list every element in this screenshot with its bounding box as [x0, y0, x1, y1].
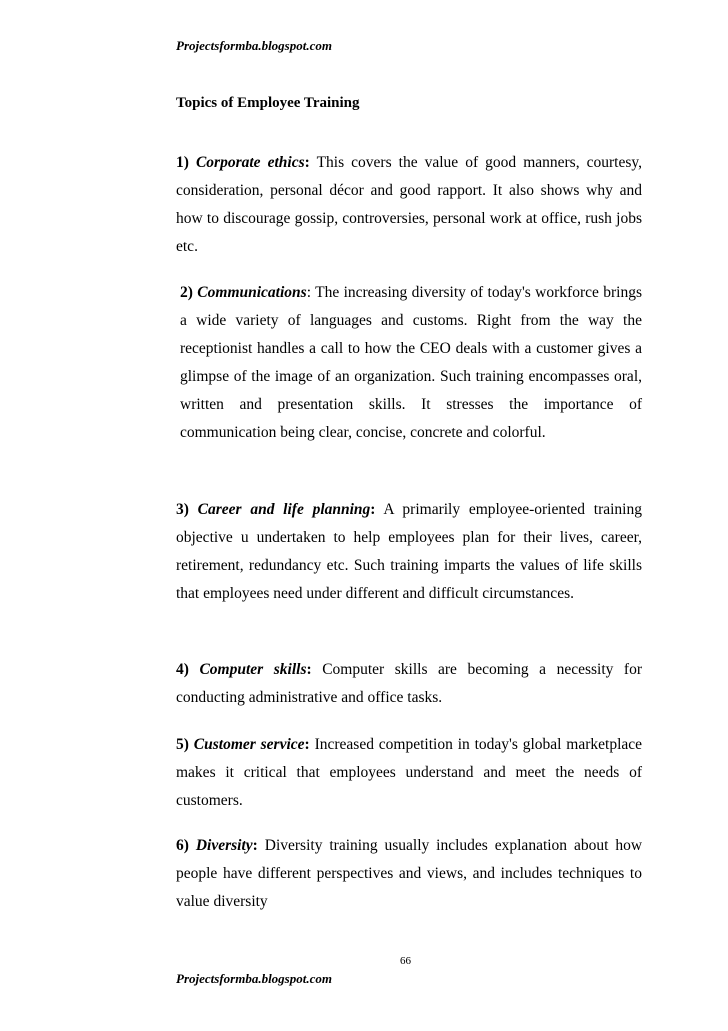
topic-number: 5): [176, 736, 189, 753]
topic-number: 3): [176, 501, 189, 518]
topic-text: Increased competition in today's global marketplace makes it critical that employees understand and meet the needs of customers.: [176, 736, 643, 809]
topic-term: Corporate ethics: [195, 154, 305, 171]
topic-item-diversity: [176, 832, 642, 916]
topic-item-customer-service: [176, 731, 642, 815]
topic-term: Communications: [197, 284, 307, 301]
topic-number: 1): [176, 154, 189, 171]
topic-text: This covers the value of good manners, courtesy, consideration, personal décor and good rapport. It also shows why and how to discourage gossip, controversies, personal work at office, rush jobs etc.: [176, 154, 642, 255]
topic-colon: :: [306, 661, 312, 678]
topic-number: 2): [180, 284, 193, 301]
topic-text: A primarily employee-oriented training objective u undertaken to help employees plan for their lives, career, retirement, redundancy etc. Such training imparts the values of life skills that employees need under different and difficult circumstances.: [176, 501, 642, 602]
topic-term: Computer skills: [199, 661, 307, 678]
topic-item-corporate-ethics: [176, 149, 642, 261]
topic-term: Career and life planning: [197, 501, 371, 518]
topic-term: Customer service: [193, 736, 305, 753]
topic-colon: :: [304, 154, 310, 171]
page-number: 66: [400, 955, 411, 967]
topic-text: Computer skills are becoming a necessity for conducting administrative and office tasks.: [176, 661, 643, 706]
topic-number: 6): [176, 837, 189, 854]
topic-colon: :: [370, 501, 376, 518]
topic-text: The increasing diversity of today's workforce brings a wide variety of languages and customs. Right from the way the receptionist handles a call to how the CEO deals with a customer gives a glimpse of the image of an organization. Such training encompasses oral, written and presentation skills. It stresses the importance of communication being clear, concise, concrete and colorful.: [180, 284, 642, 441]
topic-number: 4): [176, 661, 189, 678]
topic-item-computer-skills: [176, 656, 642, 712]
page-footer: Projectsformba.blogspot.com: [176, 971, 332, 986]
topic-colon: :: [252, 837, 258, 854]
section-title: Topics of Employee Training: [176, 95, 360, 111]
page-header: Projectsformba.blogspot.com: [176, 38, 332, 53]
topic-text: Diversity training usually includes explanation about how people have different perspectives and views, and includes techniques to value diversity: [176, 837, 643, 910]
topic-item-communications: [180, 279, 642, 447]
topic-colon: :: [304, 736, 310, 753]
topic-colon: :: [306, 284, 312, 301]
topic-item-career-life-planning: [176, 496, 642, 608]
topic-term: Diversity: [195, 837, 253, 854]
